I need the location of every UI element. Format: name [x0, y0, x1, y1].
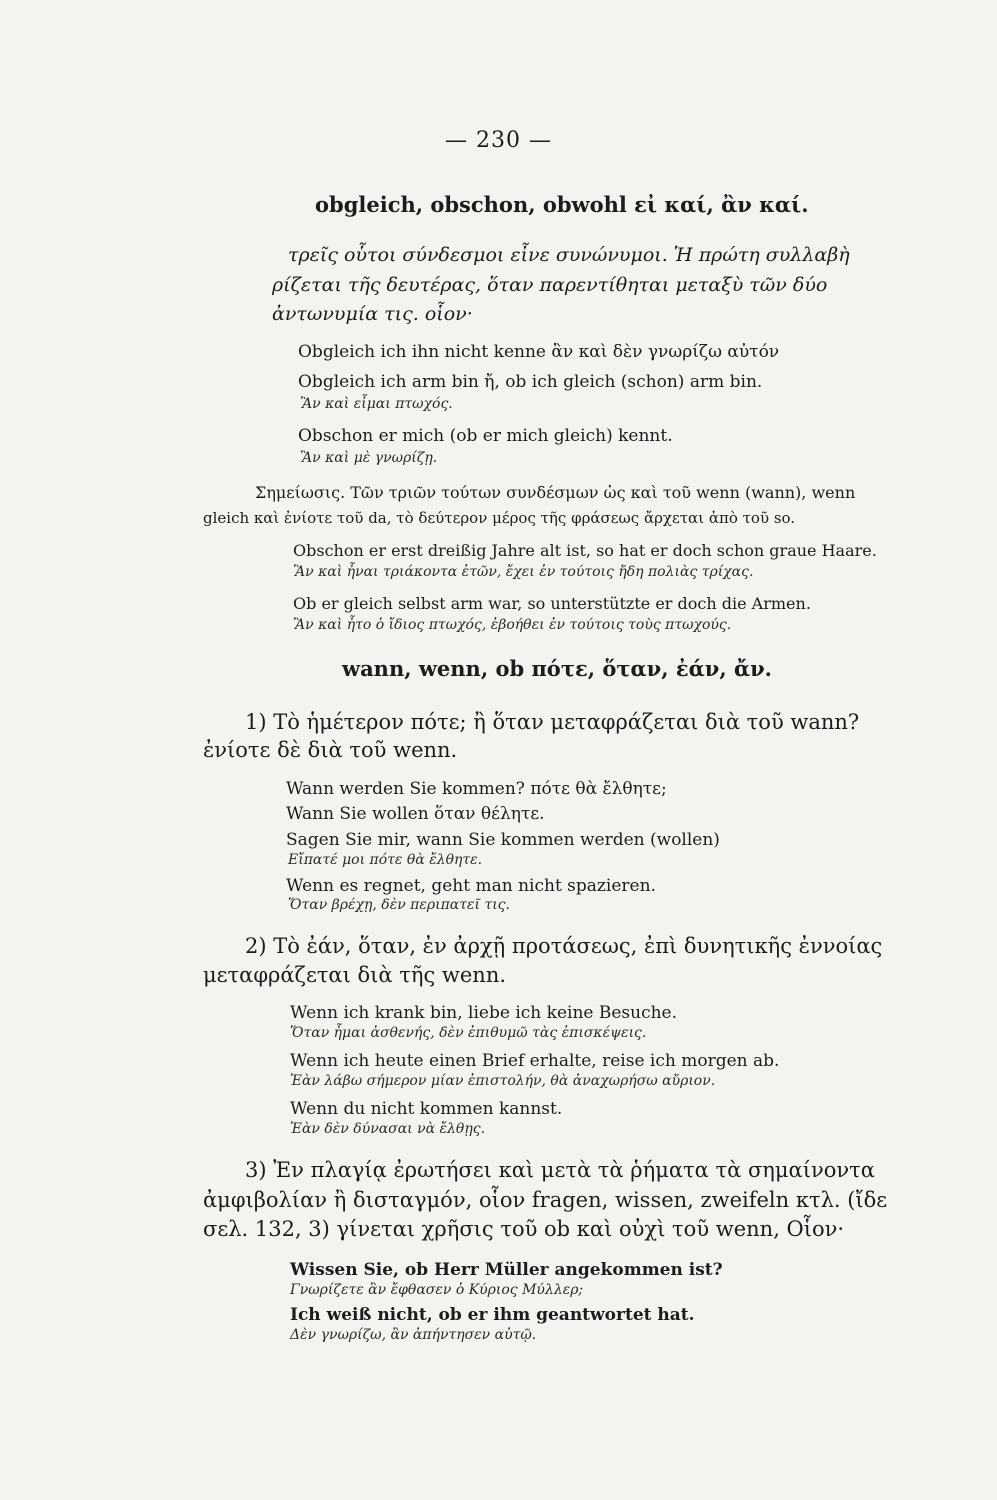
ex2-greek-3: Ἐὰν δὲν δύνασαι νὰ ἔλθῃς. — [290, 1121, 486, 1137]
ex1-german-2: Wann Sie wollen ὅταν θέλητε. — [286, 804, 545, 824]
ex2-greek-1: Ὅταν ἦμαι ἀσθενής, δὲν ἐπιθυμῶ τὰς ἐπισκέψεις. — [290, 1025, 647, 1041]
paragraph1-line-2: ἐνίοτε δὲ διὰ τοῦ wenn. — [203, 738, 458, 762]
paragraph3-line-3: σελ. 132, 3) γίνεται χρῆσις τοῦ ob καὶ οὐχὶ τοῦ wenn, Οἷον· — [203, 1217, 845, 1241]
example2-greek-1: Ἂν καὶ ἦναι τριάκοντα ἐτῶν, ἔχει ἐν τούτοις ἤδη πολιὰς τρίχας. — [293, 564, 754, 580]
intro-line-1: τρεῖς οὗτοι σύνδεσμοι εἶνε συνώνυμοι. Ἡ πρώτη συλλαβὴ — [288, 244, 850, 266]
ex3-german-1: Wissen Sie, ob Herr Müller angekommen ist? — [290, 1260, 723, 1280]
example-german-1: Obgleich ich ihn nicht kenne ἂν καὶ δὲν γνωρίζω αὐτόν — [298, 342, 780, 362]
example-german-2: Obgleich ich arm bin ἤ, ob ich gleich (schon) arm bin. — [298, 372, 763, 392]
ex1-german-1: Wann werden Sie kommen? πότε θὰ ἔλθητε; — [286, 779, 667, 799]
page-number: — 230 — — [445, 128, 552, 153]
example2-german-2: Ob er gleich selbst arm war, so unterstützte er doch die Armen. — [293, 594, 811, 613]
ex3-greek-1: Γνωρίζετε ἂν ἔφθασεν ὁ Κύριος Μύλλερ; — [290, 1282, 584, 1298]
ex2-german-3: Wenn du nicht kommen kannst. — [290, 1099, 563, 1119]
note-line-2: gleich καὶ ἐνίοτε τοῦ da, τὸ δεύτερον μέρος τῆς φράσεως ἄρχεται ἀπὸ τοῦ so. — [203, 509, 796, 527]
intro-line-2: ρίζεται τῆς δευτέρας, ὅταν παρεντίθηται μεταξὺ τῶν δύο — [272, 274, 828, 296]
section-heading-wann: wann, wenn, ob πότε, ὅταν, ἐάν, ἄν. — [342, 656, 772, 681]
ex2-german-2: Wenn ich heute einen Brief erhalte, reise ich morgen ab. — [290, 1051, 780, 1071]
paragraph3-line-2: ἀμφιβολίαν ἢ δισταγμόν, οἷον fragen, wissen, zweifeln κτλ. (ἴδε — [203, 1188, 888, 1212]
example-greek-3: Ἂν καὶ μὲ γνωρίζῃ. — [300, 450, 438, 466]
ex2-german-1: Wenn ich krank bin, liebe ich keine Besuche. — [290, 1003, 678, 1023]
example-greek-2: Ἂν καὶ εἶμαι πτωχός. — [300, 396, 453, 412]
example2-german-1: Obschon er erst dreißig Jahre alt ist, so hat er doch schon graue Haare. — [293, 541, 877, 560]
paragraph3-line-1: 3) Ἐν πλαγίᾳ ἐρωτήσει καὶ μετὰ τὰ ῥήματα τὰ σημαίνοντα — [245, 1158, 875, 1182]
ex1-german-4: Wenn es regnet, geht man nicht spazieren. — [286, 876, 656, 896]
ex3-greek-2: Δὲν γνωρίζω, ἂν ἀπήντησεν αὐτῷ. — [290, 1327, 537, 1343]
paragraph2-line-2: μεταφράζεται διὰ τῆς wenn. — [203, 963, 507, 987]
ex2-greek-2: Ἐὰν λάβω σήμερον μίαν ἐπιστολήν, θὰ ἀναχωρήσω αὔριον. — [290, 1073, 716, 1089]
note-line-1: Σημείωσις. Τῶν τριῶν τούτων συνδέσμων ὡς καὶ τοῦ wenn (wann), wenn — [255, 483, 856, 502]
intro-line-3: ἀντωνυμία τις. οἷον· — [272, 303, 473, 325]
ex1-greek-4: Ὅταν βρέχῃ, δὲν περιπατεῖ τις. — [288, 897, 510, 913]
example-german-3: Obschon er mich (ob er mich gleich) kennt. — [298, 426, 673, 446]
ex1-german-3: Sagen Sie mir, wann Sie kommen werden (wollen) — [286, 830, 720, 850]
example2-greek-2: Ἂν καὶ ἦτο ὁ ἴδιος πτωχός, ἐβοήθει ἐν τούτοις τοὺς πτωχούς. — [293, 617, 732, 633]
ex1-greek-3: Εἴπατέ μοι πότε θὰ ἔλθητε. — [288, 852, 483, 868]
paragraph2-line-1: 2) Τὸ ἐάν, ὅταν, ἐν ἀρχῇ προτάσεως, ἐπὶ δυνητικῆς ἐννοίας — [245, 934, 883, 958]
ex3-german-2: Ich weiß nicht, ob er ihm geantwortet hat. — [290, 1305, 695, 1325]
section-heading-obgleich: obgleich, obschon, obwohl εἰ καί, ἂν καί. — [315, 192, 809, 217]
paragraph1-line-1: 1) Τὸ ἡμέτερον πότε; ἢ ὅταν μεταφράζεται διὰ τοῦ wann? — [245, 710, 860, 734]
